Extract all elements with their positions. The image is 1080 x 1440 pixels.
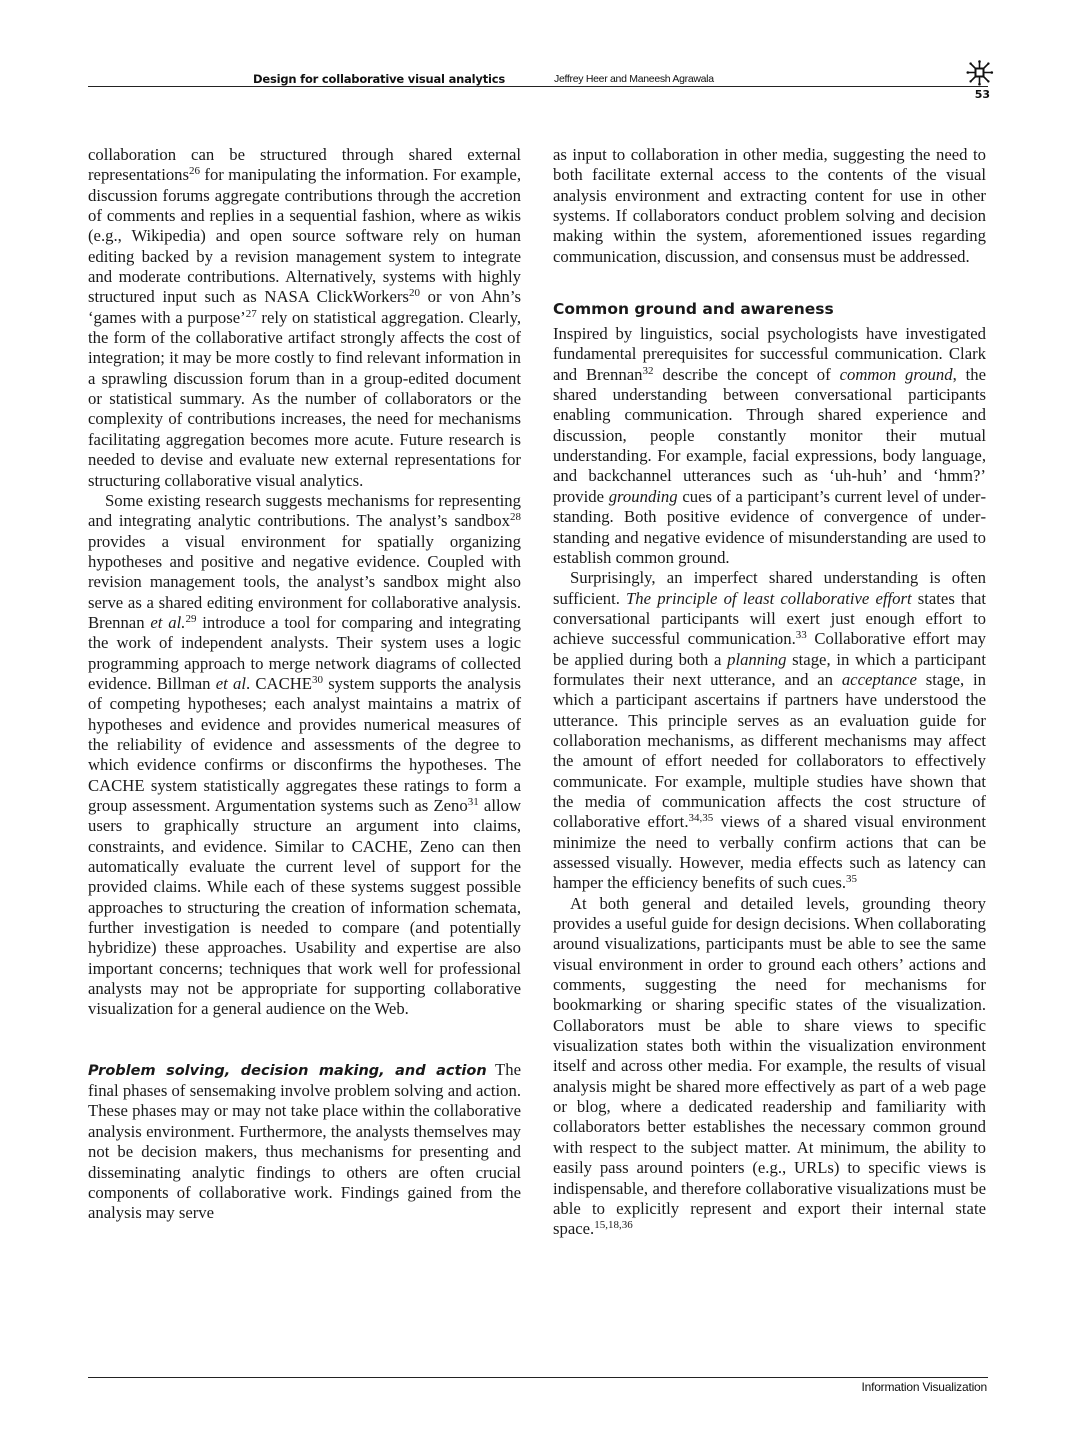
body-text: rely on statistical aggregation. Clearly, the form of the collaborative artifact strongly affects the cost of integration; it may be more costly to find relevant information in a sprawling discussion forum than in a group-edited document or statistical summary. As the number of collaborators or the complexity of contributions increases, the need for mechanisms facilitating aggregation becomes more acute. Future research is needed to devise and evaluate new external representations for structuring collaborative visual analytics. <box>88 307 521 490</box>
body-text: views of a shared visual environment minimize the need to verbally confirm actions that can be assessed visually. However, media effects such as latency can hamper the efficiency benefits of such cues. <box>553 812 986 893</box>
body-text: collaboration can be structured through shared external representations <box>88 145 521 185</box>
paragraph <box>553 324 986 568</box>
header-rule <box>88 86 988 87</box>
body-text: , the shared understanding between conversational participants enabling communication. Through shared experience and discussion, people constantly monitor their mutual understanding. For example, facial expressions, body language, and backchannel utterances such as ‘uh-huh’ and ‘hmm?’ provide <box>553 364 986 506</box>
body-text: cues of a participant’s current level of understanding. Both positive evidence of convergence of understanding and negative evidence of misunderstanding are used to establish common ground. <box>553 486 986 567</box>
running-title: Design for collaborative visual analytics <box>253 72 506 86</box>
journal-name: Information Visualization <box>861 1380 987 1394</box>
paragraph <box>553 894 986 1240</box>
citation: 20 <box>408 287 420 300</box>
body-text: Surprisingly, an imperfect shared understanding is often sufficient. <box>553 568 986 608</box>
body-text: allow users to graphically structure an argument into claims, constraints, and evidence. Similar to CACHE, Zeno can then automatically evaluate the current level of support for the provided claims. While each of these systems suggest possible approaches to structuring the creation of information schemata, further investigation is needed to compare (and potentially hybridize) these approaches. Usability and expertise are also important concerns; techniques that work well for professional analysts may not be appropriate for supporting collaborative visualization for a general audience on the Web. <box>88 796 521 1019</box>
emphasis-text: et al. <box>150 612 186 632</box>
citation: 27 <box>245 307 257 320</box>
body-text: as input to collaboration in other media, suggesting the need to both facilitate external access to the contents of the visual analysis environment and extracting content for use in other systems. If collaborators conduct problem solving and decision making within the system, aforementioned issues regarding communication, discussion, and consensus must be addressed. <box>553 145 986 266</box>
citation: 15,18,36 <box>594 1219 633 1232</box>
run-in-heading: Problem solving, decision making, and action <box>88 1062 487 1079</box>
citation: 34,35 <box>688 812 714 825</box>
body-text: . CACHE <box>245 673 312 693</box>
body-text: The final phases of sensemaking involve problem solving and action. These phases may or may not take place within the collaborative analysis environment. Furthermore, the analysts themselves may not be decision makers, thus mechanisms for presenting and disseminating analytic findings to others are often crucial components of collaborative work. Findings gained from the analysis may serve <box>88 1059 521 1223</box>
starburst-square-icon <box>966 60 994 86</box>
citation: 29 <box>185 612 197 625</box>
emphasis-text: common ground <box>839 364 953 384</box>
emphasis-text: acceptance <box>841 669 917 689</box>
body-text: or von Ahn’s ‘games with a purpose’ <box>88 287 521 327</box>
citation: 33 <box>795 629 807 642</box>
right-column <box>553 145 986 1240</box>
page-number: 53 <box>974 88 990 101</box>
page-header <box>88 60 988 106</box>
body-text: At both general and detailed levels, grounding theory provides a useful guide for design decisions. When collaborating around visualizations, participants must be able to see the same visual environment in order to ground each others’ actions and comments, suggesting the need for mechanisms for bookmarking or sharing specific states of the visualization. Collaborators must be able to share views to specific visualization states both within the visualization environment itself and across other media. For example, the results of visual analysis might be shared more effectively as part of a web page or blog, where a dedicated readership and familiarity with collaborators better establishes the necessary common ground with respect to the subject matter. At minimum, the ability to easily pass around pointers (e.g., URLs) to specific views is indispensable, and therefore collaborative visualizations must be able to explicitly represent and export their internal state space. <box>553 893 986 1239</box>
body-text: system supports the analysis of competing hypotheses; each analyst maintains a matrix of hypotheses and evidence and provides numerical measures of the reliability of evidence and assessments of the degree to which evidence confirms or disconfirms the hypotheses. The CACHE system statistically aggregates these ratings to form a group assessment. Argumentation systems such as Zeno <box>88 673 521 815</box>
citation: 28 <box>510 511 521 524</box>
body-text: for manipulating the information. For example, discussion forums aggregate contributions through the accretion of comments and replies in a sequential fashion, where as wikis (e.g., Wikipedia) and open source software rely on human editing backed by a revision management system to integrate and moderate contributions. Alternatively, systems with highly structured input such as NASA ClickWorkers <box>88 165 521 307</box>
citation: 26 <box>189 165 201 178</box>
section-heading: Common ground and awareness <box>553 300 834 319</box>
body-text: states that conversational participants will exert just enough effort to achieve successful communication. <box>553 588 986 649</box>
citation: 32 <box>642 364 654 377</box>
body-text: provides a visual environment for spatially organizing hypotheses and positive and negative evidence. Coupled with revision management tools, the analyst’s sandbox might also serve as a shared editing environment for collaborative analysis. Brennan <box>88 531 521 632</box>
body-text: stage, in which a participant ascertains if partners have understood the utterance. This principle serves as an evaluation guide for collaboration mechanisms, as different mechanisms may affect the amount of effort needed for collaborators to effectively communicate. For example, multiple studies have shown that the media of communication affects the cost structure of collaborative effort. <box>553 669 986 832</box>
emphasis-text: The principle of least collaborative effort <box>626 588 912 608</box>
emphasis-text: planning <box>727 649 787 669</box>
body-text: Some existing research suggests mechanisms for representing and integrating analytic contributions. The analyst’s sandbox <box>88 490 521 531</box>
paragraph <box>88 491 521 1020</box>
left-column <box>88 145 521 1224</box>
body-text: stage, in which a participant formulates their next utterance, and an <box>553 649 986 689</box>
citation: 35 <box>846 873 857 886</box>
emphasis-text: grounding <box>608 486 678 506</box>
paragraph <box>88 145 521 491</box>
running-authors: Jeffrey Heer and Maneesh Agrawala <box>554 73 714 85</box>
emphasis-text: et al <box>215 673 246 693</box>
body-text: Inspired by linguistics, social psychologists have investigated fundamental prerequisites for successful communication. Clark and Brennan <box>553 324 986 384</box>
paragraph <box>88 1060 521 1224</box>
body-text: introduce a tool for comparing and integrating the work of independent analysts. Their system uses a logic programming approach to merge network diagrams of collected evidence. Billman <box>88 612 521 693</box>
citation: 31 <box>467 796 479 808</box>
paragraph <box>553 145 986 267</box>
body-text: Collaborative effort may be applied during both a <box>553 629 986 669</box>
body-text: describe the concept of <box>653 364 840 384</box>
citation: 30 <box>311 673 323 686</box>
paragraph <box>553 568 986 894</box>
footer-rule <box>88 1377 988 1378</box>
